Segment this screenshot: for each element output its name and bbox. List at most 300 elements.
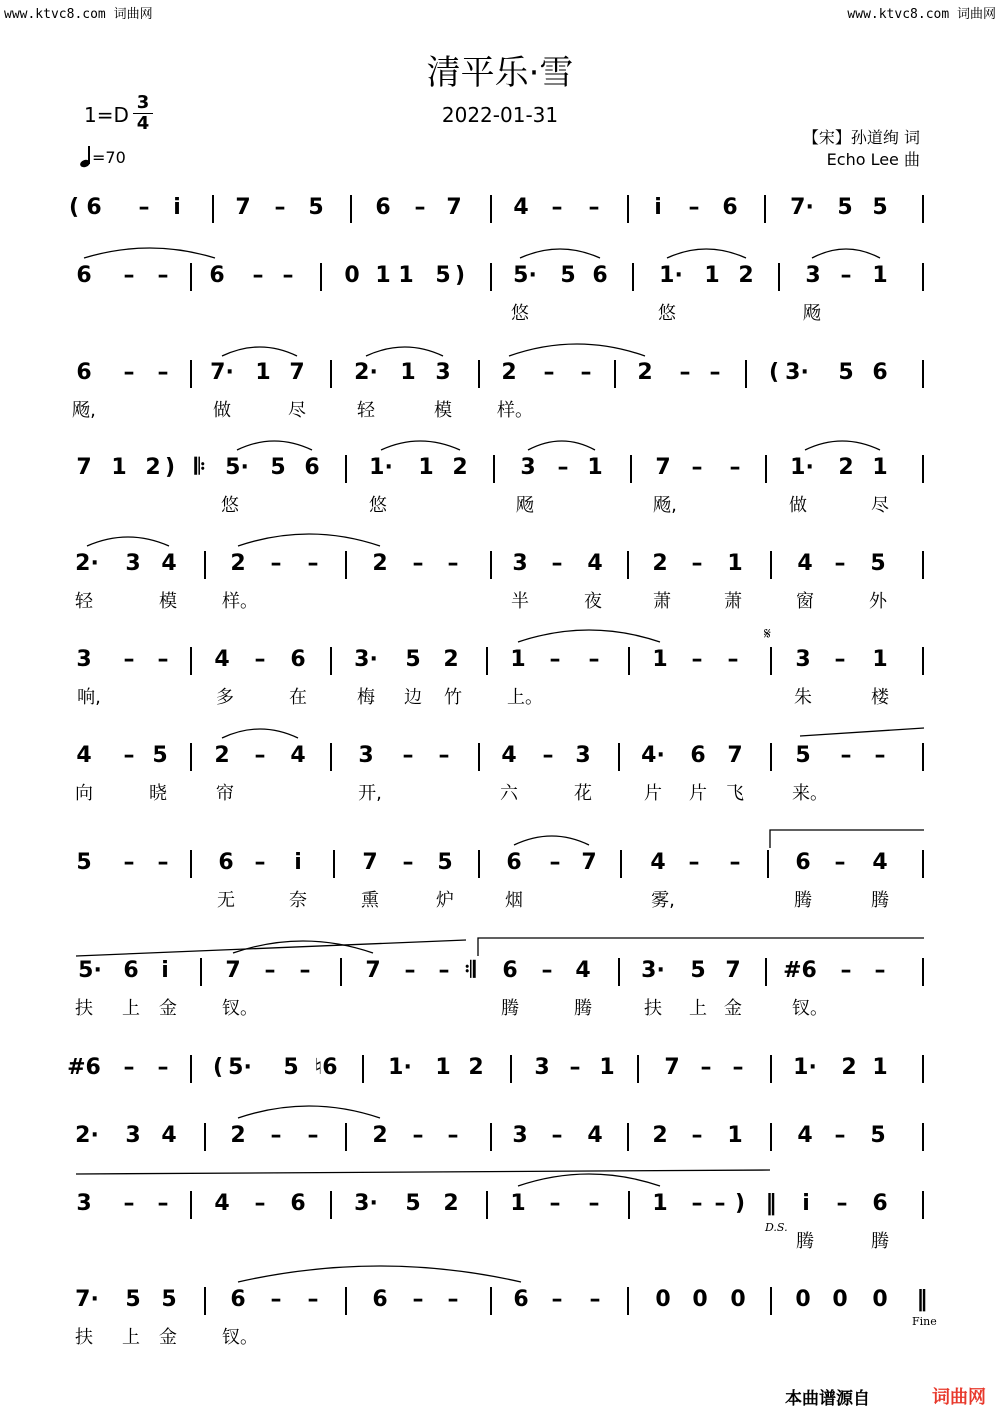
lyric-syllable: 轻 xyxy=(75,591,93,612)
note: 3 xyxy=(520,455,536,480)
dash-note: – xyxy=(252,263,264,288)
quarter-note-icon xyxy=(80,145,92,167)
note: 7 xyxy=(446,195,462,220)
note: 5 xyxy=(152,743,168,768)
note: 3 xyxy=(358,743,374,768)
slur-arc xyxy=(805,441,880,450)
lyric-syllable: 帘 xyxy=(216,783,234,804)
note: 6 xyxy=(795,850,811,875)
note: 5 xyxy=(838,360,854,385)
lyric-syllable: 腾 xyxy=(501,998,519,1019)
note: 1 xyxy=(872,263,888,288)
ds-marking: D.S. xyxy=(765,1221,788,1234)
note: 1 xyxy=(398,263,414,288)
slur-arc xyxy=(514,836,589,845)
dash-note: – xyxy=(157,850,169,875)
note: 2 xyxy=(372,1123,388,1148)
tie-arc xyxy=(238,534,380,546)
note: 2· xyxy=(354,360,378,385)
key-signature: 1=D xyxy=(84,103,129,127)
barline xyxy=(490,1287,492,1315)
note: 2 xyxy=(841,1055,857,1080)
note: 3· xyxy=(785,360,809,385)
dash-note: – xyxy=(123,263,135,288)
dash-note: – xyxy=(551,551,563,576)
dash-note: – xyxy=(157,1055,169,1080)
lyric-syllable: 熏 xyxy=(361,890,379,911)
note: 2 xyxy=(637,360,653,385)
note: 7 xyxy=(655,455,671,480)
lyric-syllable: 金 xyxy=(724,998,742,1019)
lyric-syllable: 外 xyxy=(869,591,887,612)
dash-note: – xyxy=(688,195,700,220)
lyric-syllable: 萧 xyxy=(724,591,742,612)
note: 7· xyxy=(75,1287,99,1312)
dash-note: – xyxy=(402,850,414,875)
note: 5 xyxy=(270,455,286,480)
note: 5 xyxy=(308,195,324,220)
lyric-syllable: 无 xyxy=(217,890,235,911)
dash-note: – xyxy=(874,958,886,983)
lyric-syllable: 边 xyxy=(404,687,422,708)
lyric-syllable: 响, xyxy=(77,687,101,708)
barline xyxy=(770,1123,772,1151)
time-bottom: 4 xyxy=(133,113,153,134)
note: 6 xyxy=(230,1287,246,1312)
barline xyxy=(345,551,347,579)
dash-note: – xyxy=(447,551,459,576)
note: 1 xyxy=(652,647,668,672)
note: 6 xyxy=(506,850,522,875)
dash-note: – xyxy=(123,1055,135,1080)
lyric-syllable: 扶 xyxy=(75,1327,93,1348)
barline xyxy=(200,958,202,986)
dash-note: – xyxy=(123,360,135,385)
note: 7 xyxy=(727,743,743,768)
barline xyxy=(618,743,620,771)
dash-note: – xyxy=(299,958,311,983)
tie-arc xyxy=(518,1174,660,1186)
barline xyxy=(614,360,616,388)
dash-note: – xyxy=(691,455,703,480)
note: 4 xyxy=(161,551,177,576)
lyric-syllable: 雾, xyxy=(651,890,675,911)
footer-source: 本曲谱源自 xyxy=(785,1389,870,1409)
barline xyxy=(765,455,767,483)
barline xyxy=(320,263,322,291)
lyric-syllable: 悠 xyxy=(221,495,239,516)
barline xyxy=(778,263,780,291)
note: 𝄆 xyxy=(194,455,206,480)
lyric-syllable: 萧 xyxy=(653,591,671,612)
lyric-syllable: 腾 xyxy=(794,890,812,911)
note: 5· xyxy=(228,1055,252,1080)
barline xyxy=(620,850,622,878)
slur-arc xyxy=(520,249,600,258)
note: ‖ xyxy=(765,1191,777,1216)
note: 7 xyxy=(235,195,251,220)
dash-note: – xyxy=(549,850,561,875)
lyric-syllable: 片 xyxy=(689,783,707,804)
lyric-syllable: 轻 xyxy=(357,400,375,421)
note: 6 xyxy=(513,1287,529,1312)
dash-note: – xyxy=(691,1191,703,1216)
tie-arc xyxy=(84,248,215,258)
lyric-syllable: 片 xyxy=(644,783,662,804)
barline xyxy=(770,1055,772,1083)
note: 4 xyxy=(797,1123,813,1148)
lyric-syllable: 悠 xyxy=(511,303,529,324)
dash-note: – xyxy=(307,1287,319,1312)
lyric-syllable: 模 xyxy=(159,591,177,612)
note: 2· xyxy=(75,551,99,576)
barline xyxy=(764,195,766,223)
barline xyxy=(628,647,630,675)
barline xyxy=(922,850,924,878)
dash-note: – xyxy=(542,743,554,768)
note: 1· xyxy=(659,263,683,288)
note: 5 xyxy=(125,1287,141,1312)
note: 3 xyxy=(512,1123,528,1148)
note: 2 xyxy=(145,455,161,480)
barline xyxy=(922,1191,924,1219)
note: 5· xyxy=(225,455,249,480)
note: 3· xyxy=(354,1191,378,1216)
barline xyxy=(486,647,488,675)
note: 1 xyxy=(727,1123,743,1148)
dash-note: – xyxy=(691,551,703,576)
dash-note: – xyxy=(254,647,266,672)
note: 1 xyxy=(435,1055,451,1080)
note: 6 xyxy=(123,958,139,983)
barline xyxy=(340,958,342,986)
dash-note: – xyxy=(588,195,600,220)
barline xyxy=(745,360,747,388)
lyric-syllable: 烟 xyxy=(505,890,523,911)
dash-note: – xyxy=(447,1287,459,1312)
dash-note: – xyxy=(732,1055,744,1080)
dash-note: – xyxy=(402,743,414,768)
note: ‖ xyxy=(916,1287,928,1312)
note: 4 xyxy=(214,1191,230,1216)
lyric-syllable: 在 xyxy=(289,687,307,708)
note: ♮6 xyxy=(314,1055,338,1080)
note: 5 xyxy=(560,263,576,288)
dash-note: – xyxy=(551,195,563,220)
note: ) xyxy=(734,1191,746,1216)
barline xyxy=(627,1287,629,1315)
note: 2 xyxy=(468,1055,484,1080)
slur-arc xyxy=(87,537,169,546)
dash-note: – xyxy=(549,647,561,672)
barline xyxy=(330,360,332,388)
barline xyxy=(190,743,192,771)
lyric-syllable: 开, xyxy=(358,783,382,804)
note: 2 xyxy=(230,1123,246,1148)
lyric-syllable: 飏 xyxy=(803,303,821,324)
lyric-syllable: 腾 xyxy=(796,1231,814,1252)
lyric-syllable: 悠 xyxy=(658,303,676,324)
composer: Echo Lee 曲 xyxy=(826,150,920,169)
lyric-syllable: 奈 xyxy=(289,890,307,911)
score-row xyxy=(0,1055,1000,1103)
note: 7· xyxy=(790,195,814,220)
note: 6 xyxy=(375,195,391,220)
bracket-line xyxy=(76,940,466,956)
note: 5 xyxy=(76,850,92,875)
lyric-syllable: 六 xyxy=(500,783,518,804)
dash-note: – xyxy=(438,743,450,768)
note: 5 xyxy=(405,647,421,672)
tempo-value: =70 xyxy=(92,148,126,167)
note: 6 xyxy=(218,850,234,875)
note: 2 xyxy=(443,1191,459,1216)
dash-note: – xyxy=(834,1123,846,1148)
barline xyxy=(637,1055,639,1083)
barline xyxy=(212,195,214,223)
dash-note: – xyxy=(412,1123,424,1148)
barline xyxy=(478,743,480,771)
note: 3 xyxy=(534,1055,550,1080)
note: 4 xyxy=(797,551,813,576)
slur-arc xyxy=(222,729,298,738)
note: i xyxy=(173,195,181,220)
dash-note: – xyxy=(688,850,700,875)
lyric-syllable: 扶 xyxy=(644,998,662,1019)
barline xyxy=(204,1123,206,1151)
note: 2 xyxy=(652,551,668,576)
note: 4 xyxy=(214,647,230,672)
note: 3 xyxy=(125,1123,141,1148)
dash-note: – xyxy=(412,551,424,576)
note: 2 xyxy=(214,743,230,768)
note: 2· xyxy=(75,1123,99,1148)
note: 5 xyxy=(405,1191,421,1216)
note: ( xyxy=(68,195,80,220)
note: 7 xyxy=(725,958,741,983)
barline xyxy=(190,1191,192,1219)
time-signature xyxy=(133,93,153,134)
barline xyxy=(330,647,332,675)
note: 1 xyxy=(510,1191,526,1216)
score-row xyxy=(0,958,1000,1019)
note: 5 xyxy=(161,1287,177,1312)
barline xyxy=(478,360,480,388)
note: 7 xyxy=(362,850,378,875)
note: 2 xyxy=(372,551,388,576)
barline xyxy=(922,1055,924,1083)
slur-arc xyxy=(366,347,443,356)
barline xyxy=(204,551,206,579)
dash-note: – xyxy=(589,1287,601,1312)
note: 7 xyxy=(225,958,241,983)
barline xyxy=(362,1055,364,1083)
note: 5· xyxy=(78,958,102,983)
dash-note: – xyxy=(541,958,553,983)
dash-note: – xyxy=(282,263,294,288)
barline xyxy=(330,1191,332,1219)
dash-note: – xyxy=(569,1055,581,1080)
watermark-right: www.ktvc8.com 词曲网 xyxy=(847,7,996,22)
lyric-syllable: 上。 xyxy=(507,687,543,708)
note: 2 xyxy=(443,647,459,672)
watermark-left: www.ktvc8.com 词曲网 xyxy=(4,7,153,22)
dash-note: – xyxy=(729,850,741,875)
lyric-syllable: 钗。 xyxy=(222,998,258,1019)
note: 3 xyxy=(795,647,811,672)
lyric-syllable: 晓 xyxy=(149,783,167,804)
note: 6 xyxy=(690,743,706,768)
barline xyxy=(490,263,492,291)
barline xyxy=(333,850,335,878)
lyric-syllable: 腾 xyxy=(871,890,889,911)
score-row xyxy=(0,551,1000,612)
note: 1 xyxy=(111,455,127,480)
barline xyxy=(490,1123,492,1151)
note: 5 xyxy=(870,1123,886,1148)
credits xyxy=(803,127,920,171)
dash-note: – xyxy=(438,958,450,983)
dash-note: – xyxy=(270,551,282,576)
note: 4 xyxy=(872,850,888,875)
note: 1 xyxy=(418,455,434,480)
note: 0 xyxy=(872,1287,888,1312)
note: 1 xyxy=(510,647,526,672)
score-row xyxy=(0,1191,1000,1252)
dash-note: – xyxy=(412,1287,424,1312)
note: 6 xyxy=(592,263,608,288)
lyric-syllable: 飞 xyxy=(726,783,744,804)
dash-note: – xyxy=(714,1191,726,1216)
dash-note: – xyxy=(727,647,739,672)
note: 4 xyxy=(513,195,529,220)
lyric-syllable: 上 xyxy=(122,998,140,1019)
lyric-syllable: 样。 xyxy=(222,591,258,612)
note: #6 xyxy=(67,1055,101,1080)
note: 7 xyxy=(76,455,92,480)
note: 5 xyxy=(437,850,453,875)
lyric-syllable: 扶 xyxy=(75,998,93,1019)
barline xyxy=(490,195,492,223)
barline xyxy=(510,1055,512,1083)
dash-note: – xyxy=(414,195,426,220)
barline xyxy=(770,551,772,579)
note: i xyxy=(294,850,302,875)
note: 4 xyxy=(76,743,92,768)
barline xyxy=(922,551,924,579)
note: 3 xyxy=(125,551,141,576)
note: 𝄇 xyxy=(464,958,476,983)
note: 3 xyxy=(575,743,591,768)
barline xyxy=(770,743,772,771)
score-row xyxy=(0,647,1000,708)
note: 7· xyxy=(210,360,234,385)
note: 0 xyxy=(344,263,360,288)
lyric-syllable: 悠 xyxy=(369,495,387,516)
note: 2 xyxy=(452,455,468,480)
note: 6 xyxy=(502,958,518,983)
barline xyxy=(618,958,620,986)
note: #6 xyxy=(783,958,817,983)
dash-note: – xyxy=(274,195,286,220)
dash-note: – xyxy=(123,850,135,875)
barline xyxy=(627,551,629,579)
note: 5 xyxy=(690,958,706,983)
barline xyxy=(190,360,192,388)
note: 6 xyxy=(290,1191,306,1216)
barline xyxy=(765,958,767,986)
barline xyxy=(490,551,492,579)
barline xyxy=(630,455,632,483)
note: 1 xyxy=(872,1055,888,1080)
score-row xyxy=(0,743,1000,804)
lyric-syllable: 朱 xyxy=(794,687,812,708)
lyric-syllable: 梅 xyxy=(357,687,375,708)
dash-note: – xyxy=(254,850,266,875)
note: 3 xyxy=(805,263,821,288)
dash-note: – xyxy=(834,850,846,875)
barline xyxy=(345,455,347,483)
dash-note: – xyxy=(270,1123,282,1148)
note: 5· xyxy=(513,263,537,288)
lyric-syllable: 做 xyxy=(213,400,231,421)
note: 1 xyxy=(255,360,271,385)
note: 2 xyxy=(738,263,754,288)
dash-note: – xyxy=(138,195,150,220)
barline xyxy=(486,1191,488,1219)
note: 1· xyxy=(388,1055,412,1080)
note: 5 xyxy=(872,195,888,220)
lyricist: 【宋】孙道绚 词 xyxy=(802,128,920,147)
dash-note: – xyxy=(691,647,703,672)
song-date: 2022-01-31 xyxy=(441,103,559,127)
dash-note: – xyxy=(157,360,169,385)
dash-note: – xyxy=(447,1123,459,1148)
barline xyxy=(330,743,332,771)
note: 6 xyxy=(872,360,888,385)
song-title: 清平乐·雪 xyxy=(426,53,574,93)
barline xyxy=(922,647,924,675)
dash-note: – xyxy=(834,647,846,672)
lyric-syllable: 金 xyxy=(159,998,177,1019)
barline xyxy=(922,743,924,771)
dash-note: – xyxy=(404,958,416,983)
note: 5 xyxy=(870,551,886,576)
note: 6 xyxy=(872,1191,888,1216)
tie-arc xyxy=(518,630,660,642)
note: 6 xyxy=(290,647,306,672)
note: 4· xyxy=(641,743,665,768)
tie-arc xyxy=(233,941,373,953)
barline xyxy=(627,1123,629,1151)
dash-note: – xyxy=(307,551,319,576)
note: 2 xyxy=(652,1123,668,1148)
note: 6 xyxy=(209,263,225,288)
dash-note: – xyxy=(551,1123,563,1148)
slur-arc xyxy=(812,249,880,258)
note: 4 xyxy=(575,958,591,983)
barline xyxy=(922,1123,924,1151)
barline xyxy=(628,1191,630,1219)
lyric-syllable: 向 xyxy=(75,783,93,804)
lyric-syllable: 飏, xyxy=(653,495,677,516)
note: 0 xyxy=(730,1287,746,1312)
lyric-syllable: 钗。 xyxy=(222,1327,258,1348)
lyric-syllable: 金 xyxy=(159,1327,177,1348)
note: 1 xyxy=(400,360,416,385)
score-row xyxy=(0,455,1000,516)
note: ) xyxy=(454,263,466,288)
